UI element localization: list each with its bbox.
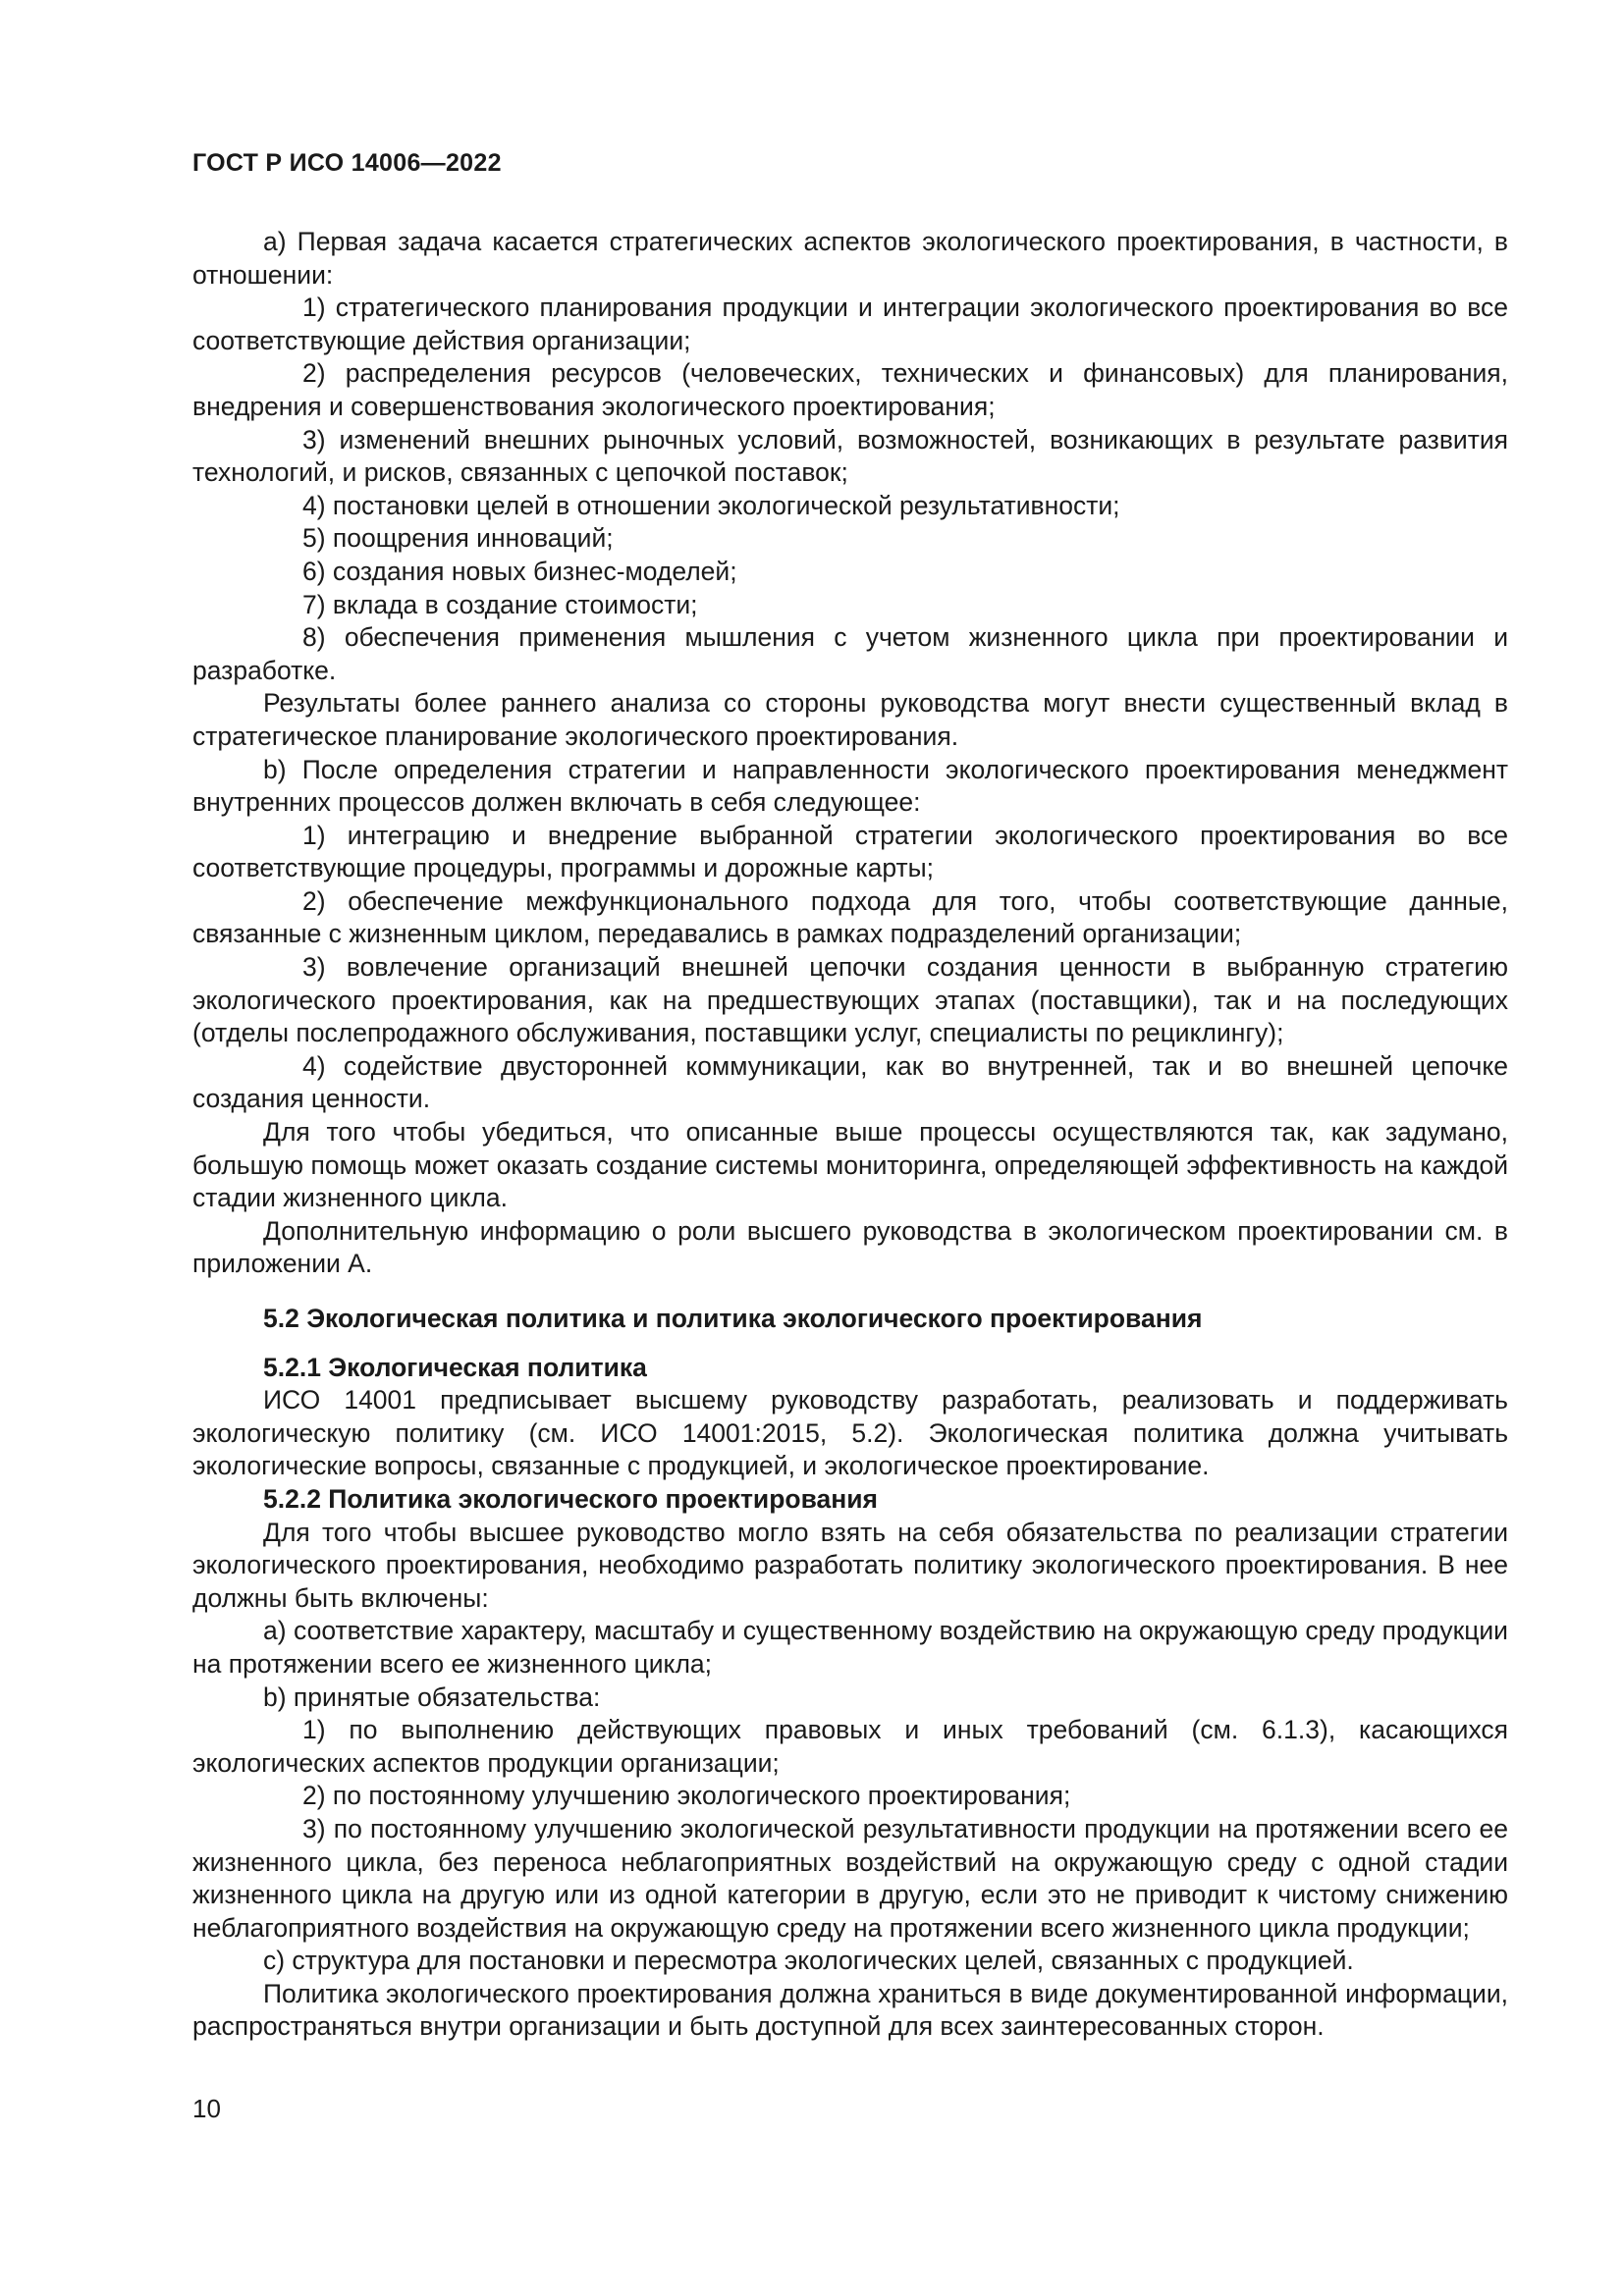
paragraph: 3) по постоянному улучшению экологической результативности продукции на протяжении всего ее жизненного цикла, без переноса неблагоприятных воздействий на окружающую среду с одной стадии жизненного цикла на другую или из одной категории в другую, если это не приводит к чистому снижению неблагоприятного воздействия на окружающую среду на протяжении всего жизненного цикла продукции; xyxy=(192,1813,1508,1943)
page-number: 10 xyxy=(192,2094,221,2123)
paragraph: a) соответствие характеру, масштабу и существенному воздействию на окружающую среду продукции на протяжении всего ее жизненного цикла; xyxy=(192,1616,1508,1679)
paragraph: 1) по выполнению действующих правовых и иных требований (см. 6.1.3), касающихся экологических аспектов продукции организации; xyxy=(192,1715,1508,1778)
section-heading: 5.2 Экологическая политика и политика экологического проектирования xyxy=(263,1304,1203,1333)
paragraph: Дополнительную информацию о роли высшего руководства в экологическом проектировании см. в приложении А. xyxy=(192,1215,1508,1279)
paragraph: 6) создания новых бизнес-моделей; xyxy=(302,556,737,586)
paragraph: c) структура для постановки и пересмотра экологических целей, связанных с продукцией. xyxy=(263,1946,1354,1976)
paragraph: b) принятые обязательства: xyxy=(263,1682,601,1712)
document-body xyxy=(192,226,1508,2044)
paragraph: 2) по постоянному улучшению экологического проектирования; xyxy=(302,1781,1071,1811)
paragraph: 2) обеспечение межфункционального подхода для того, чтобы соответствующие данные, связанные с жизненным циклом, передавались в рамках подразделений организации; xyxy=(192,885,1508,949)
paragraph: 3) изменений внешних рыночных условий, возможностей, возникающих в результате развития технологий, и рисков, связанных с цепочкой поставок; xyxy=(192,424,1508,488)
paragraph: 5) поощрения инноваций; xyxy=(302,523,614,554)
paragraph: Результаты более раннего анализа со стороны руководства могут внести существенный вклад в стратегическое планирование экологического проектирования. xyxy=(192,688,1508,751)
paragraph: a) Первая задача касается стратегических аспектов экологического проектирования, в частности, в отношении: xyxy=(192,227,1508,290)
paragraph: Для того чтобы высшее руководство могло взять на себя обязательства по реализации стратегии экологического проектирования, необходимо разработать политику экологического проектирования. В нее должны быть включены: xyxy=(192,1517,1508,1613)
document-code-header: ГОСТ Р ИСО 14006—2022 xyxy=(192,149,502,177)
paragraph: Для того чтобы убедиться, что описанные выше процессы осуществляются так, как задумано, большую помощь может оказать создание системы мониторинга, определяющей эффективность на каждой стадии жизненного цикла. xyxy=(192,1117,1508,1213)
paragraph: 3) вовлечение организаций внешней цепочки создания ценности в выбранную стратегию экологического проектирования, как на предшествующих этапах (поставщики), так и на последующих (отделы послепродажного обслуживания, поставщики услуг, специалисты по рециклингу); xyxy=(192,952,1508,1048)
paragraph: ИСО 14001 предписывает высшему руководству разработать, реализовать и поддерживать экологическую политику (см. ИСО 14001:2015, 5.2). Экологическая политика должна учитывать экологические вопросы, связанные с продукцией, и экологическое проектирование. xyxy=(192,1385,1508,1481)
paragraph: 1) стратегического планирования продукции и интеграции экологического проектирования во все соответствующие действия организации; xyxy=(192,293,1508,355)
paragraph: 2) распределения ресурсов (человеческих, технических и финансовых) для планирования, внедрения и совершенствования экологического проектирования; xyxy=(192,358,1508,421)
paragraph: 4) содействие двусторонней коммуникации, как во внутренней, так и во внешней цепочке создания ценности. xyxy=(192,1050,1508,1114)
section-heading: 5.2.2 Политика экологического проектирования xyxy=(263,1483,879,1514)
paragraph: Политика экологического проектирования должна храниться в виде документированной информации, распространяться внутри организации и быть доступной для всех заинтересованных сторон. xyxy=(192,1978,1508,2042)
paragraph: 7) вклада в создание стоимости; xyxy=(302,589,698,619)
paragraph: b) После определения стратегии и направленности экологического проектирования менеджмент внутренних процессов должен включать в себя следующее: xyxy=(192,754,1508,818)
paragraph: 1) интеграцию и внедрение выбранной стратегии экологического проектирования во все соответствующие процедуры, программы и дорожные карты; xyxy=(192,820,1508,883)
paragraph: 8) обеспечения применения мышления с учетом жизненного цикла при проектировании и разработке. xyxy=(192,622,1508,685)
section-heading: 5.2.1 Экологическая политика xyxy=(263,1352,647,1382)
paragraph: 4) постановки целей в отношении экологической результативности; xyxy=(302,490,1120,520)
